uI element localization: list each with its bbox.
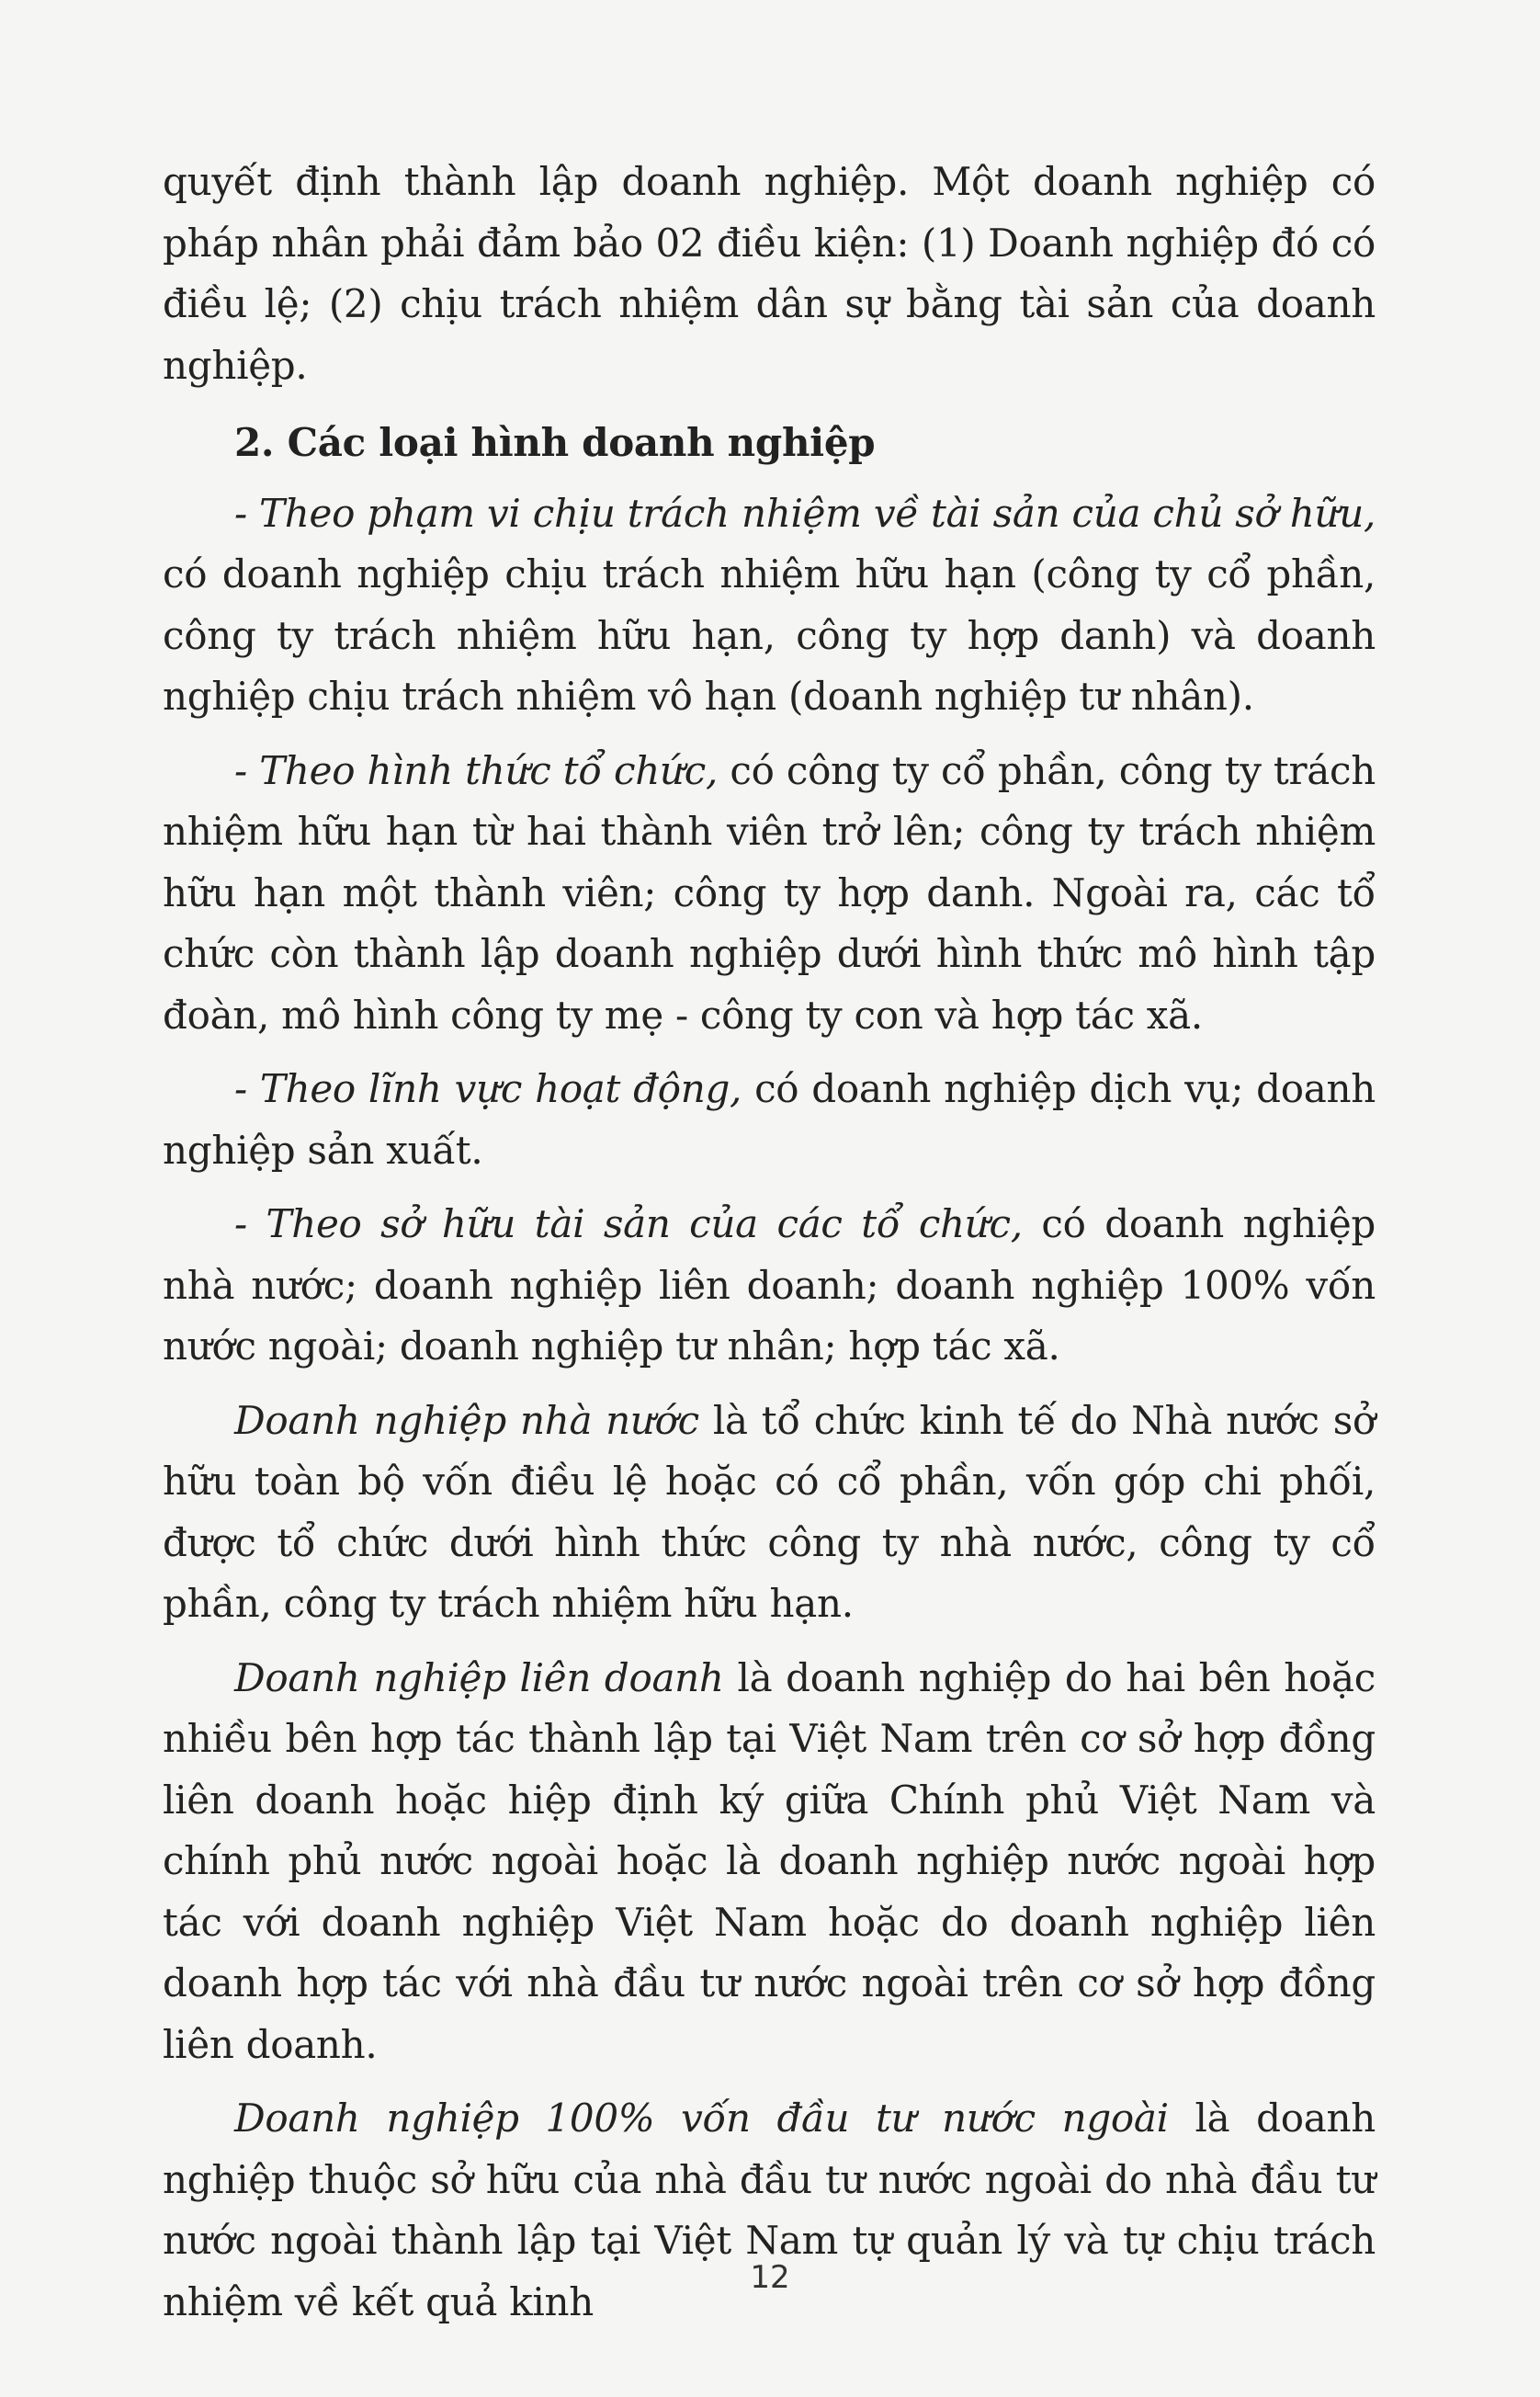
paragraph-3: [163, 741, 1376, 1047]
paragraph-3-body: có công ty cổ phần, công ty trách nhiệm hữu hạn từ hai thành viên trở lên; công ty trách nhiệm hữu hạn một thành viên; công ty hợp danh. Ngoài ra, các tổ chức còn thành lập doanh nghiệp dưới hình thức mô hình tập đoàn, mô hình công ty mẹ - công ty con và hợp tác xã.: [163, 747, 1376, 1038]
paragraph-3-lead: - Theo hình thức tổ chức,: [234, 747, 719, 793]
paragraph-1: quyết định thành lập doanh nghiệp. Một doanh nghiệp có pháp nhân phải đảm bảo 02 điều kiện: (1) Doanh nghiệp đó có điều lệ; (2) chịu trách nhiệm dân sự bằng tài sản của doanh nghiệp.: [163, 159, 1376, 388]
paragraph-5-body: có doanh nghiệp nhà nước; doanh nghiệp liên doanh; doanh nghiệp 100% vốn nước ngoài; doanh nghiệp tư nhân; hợp tác xã.: [163, 1201, 1376, 1369]
paragraph-7-body: là doanh nghiệp do hai bên hoặc nhiều bên hợp tác thành lập tại Việt Nam trên cơ sở hợp đồng liên doanh hoặc hiệp định ký giữa Chính phủ Việt Nam và chính phủ nước ngoài hoặc là doanh nghiệp nước ngoài hợp tác với doanh nghiệp Việt Nam hoặc do doanh nghiệp liên doanh hợp tác với nhà đầu tư nước ngoài trên cơ sở hợp đồng liên doanh.: [163, 1654, 1376, 2067]
paragraph-2-lead: - Theo phạm vi chịu trách nhiệm về tài sản của chủ sở hữu,: [234, 490, 1376, 536]
paragraph-7: [163, 1648, 1376, 2076]
paragraph-8: [163, 2088, 1376, 2333]
paragraph-5-lead: - Theo sở hữu tài sản của các tổ chức,: [234, 1201, 1023, 1246]
paragraph-6: [163, 1391, 1376, 1635]
paragraph-4-body: có doanh nghiệp dịch vụ; doanh nghiệp sản xuất.: [163, 1066, 1376, 1173]
paragraph-2: [163, 483, 1376, 728]
paragraph-4: [163, 1059, 1376, 1181]
page-number: 12: [750, 2259, 790, 2296]
page-body: [163, 152, 1376, 2333]
paragraph-6-lead: Doanh nghiệp nhà nước: [234, 1397, 699, 1443]
paragraph-6-body: là tổ chức kinh tế do Nhà nước sở hữu toàn bộ vốn điều lệ hoặc có cổ phần, vốn góp chi phối, được tổ chức dưới hình thức công ty nhà nước, công ty cổ phần, công ty trách nhiệm hữu hạn.: [163, 1397, 1376, 1626]
paragraph-4-lead: - Theo lĩnh vực hoạt động,: [234, 1066, 742, 1111]
paragraph-2-body: có doanh nghiệp chịu trách nhiệm hữu hạn (công ty cổ phần, công ty trách nhiệm hữu hạn, công ty hợp danh) và doanh nghiệp chịu trách nhiệm vô hạn (doanh nghiệp tư nhân).: [163, 551, 1376, 719]
paragraph-8-lead: Doanh nghiệp 100% vốn đầu tư nước ngoài: [234, 2096, 1169, 2141]
paragraph-5: [163, 1194, 1376, 1378]
section-heading: 2. Các loại hình doanh nghiệp: [234, 420, 876, 465]
paragraph-8-body: là doanh nghiệp thuộc sở hữu của nhà đầu tư nước ngoài do nhà đầu tư nước ngoài thành lập tại Việt Nam tự quản lý và tự chịu trách nhiệm về kết quả kinh: [163, 2096, 1376, 2324]
paragraph-7-lead: Doanh nghiệp liên doanh: [234, 1654, 724, 1700]
